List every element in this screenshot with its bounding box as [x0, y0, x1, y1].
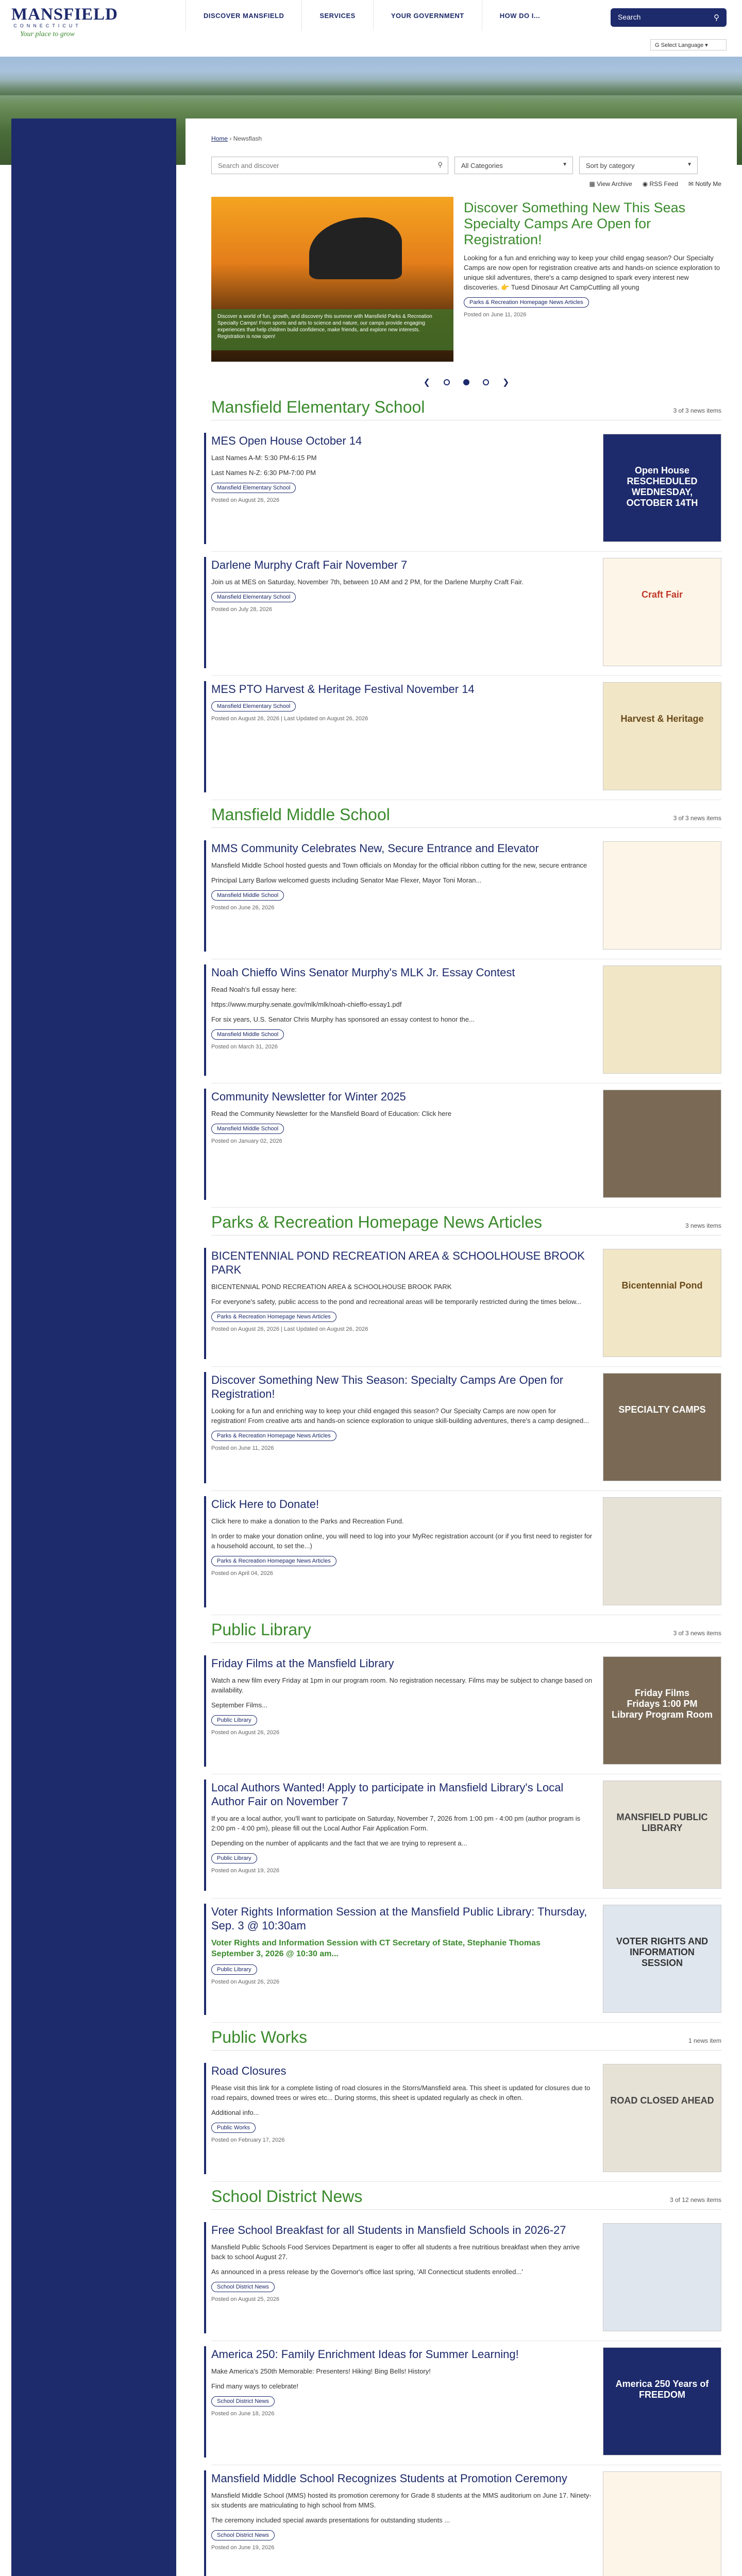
- news-item-posted: Posted on June 19, 2026: [211, 2545, 275, 2551]
- news-item-text: For everyone's safety, public access to the pond and recreational areas will be temporarily restricted during the times below...: [211, 1298, 582, 1306]
- language-select[interactable]: G Select Language ▾: [650, 39, 727, 50]
- news-item-category[interactable]: Mansfield Elementary School: [211, 701, 296, 711]
- thumbnail-label: SPECIALTY CAMPS: [618, 1404, 706, 1415]
- news-item-thumbnail[interactable]: [603, 434, 721, 542]
- news-item-thumbnail[interactable]: [603, 1781, 721, 1889]
- breadcrumb: Home › Newsflash: [211, 135, 262, 142]
- rss-icon: ◉: [642, 180, 648, 188]
- section-header: [211, 1213, 721, 1235]
- section-count: 3 of 3 news items: [673, 815, 721, 822]
- news-item-category[interactable]: Mansfield Middle School: [211, 1029, 284, 1040]
- section-header: [211, 1620, 721, 1643]
- section-title[interactable]: Mansfield Middle School: [211, 805, 390, 824]
- rss-feed-link[interactable]: ◉ RSS Feed: [642, 180, 678, 188]
- featured-news: [211, 197, 721, 362]
- news-item-title[interactable]: Local Authors Wanted! Apply to participate in Mansfield Library's Local Author Fair on November 7: [211, 1781, 564, 1808]
- news-item-posted: Posted on August 25, 2026: [211, 2296, 280, 2302]
- news-item-title[interactable]: Click Here to Donate!: [211, 1498, 319, 1511]
- news-item-text: As announced in a press release by the Governor's office last spring, 'All Connecticut students enrolled...': [211, 2268, 523, 2276]
- news-item-category[interactable]: School District News: [211, 2282, 275, 2292]
- news-item-title[interactable]: MMS Community Celebrates New, Secure Entrance and Elevator: [211, 842, 539, 855]
- news-item-text: Principal Larry Barlow welcomed guests including Senator Mae Flexer, Mayor Toni Moran...: [211, 876, 482, 884]
- news-item-title[interactable]: Free School Breakfast for all Students in Mansfield Schools in 2026-27: [211, 2224, 566, 2236]
- news-item-category[interactable]: Mansfield Middle School: [211, 890, 284, 901]
- news-item-thumbnail[interactable]: [603, 2064, 721, 2172]
- thumbnail-label: Friday Films Fridays 1:00 PM Library Program Room: [611, 1688, 713, 1720]
- news-item-posted: Posted on January 02, 2026: [211, 1138, 282, 1144]
- news-item: [211, 959, 721, 1083]
- section-count: 3 of 3 news items: [673, 407, 721, 414]
- news-item: [211, 1243, 721, 1367]
- news-item-thumbnail[interactable]: [603, 965, 721, 1074]
- category-select[interactable]: All Categories ▼: [454, 157, 573, 174]
- news-item-thumbnail[interactable]: [603, 1373, 721, 1481]
- news-item-posted: Posted on August 26, 2026: [211, 1730, 280, 1736]
- breadcrumb-home[interactable]: Home: [211, 135, 228, 142]
- news-item-text: If you are a local author, you'll want to participate on Saturday, November 7, 2026 from 1:00 pm - 4:00 pm (author program is 2:00 pm - 4:00 pm), please fill out the Local Author Fair Application Form.: [211, 1815, 581, 1832]
- news-item-posted: Posted on June 26, 2026: [211, 905, 275, 911]
- news-item-text: BICENTENNIAL POND RECREATION AREA & SCHOOLHOUSE BROOK PARK: [211, 1283, 452, 1291]
- news-item-category[interactable]: Parks & Recreation Homepage News Articles: [211, 1431, 336, 1441]
- thumbnail-label: Harvest & Heritage: [620, 714, 704, 724]
- filter-bar: [211, 157, 721, 174]
- news-item: [211, 428, 721, 552]
- news-item-posted: Posted on June 18, 2026: [211, 2411, 275, 2417]
- featured-title[interactable]: Discover Something New This Seas Specialty Camps Are Open for Registration!: [464, 200, 686, 247]
- news-item-text: In order to make your donation online, you will need to log into your MyRec registration account (or if you first need to register for a household account, to set the...): [211, 1532, 593, 1550]
- news-item-text: Make America's 250th Memorable: Presenters! Hiking! Bing Bells! History!: [211, 2367, 431, 2375]
- search-icon[interactable]: ⚲: [437, 161, 443, 168]
- news-item-title[interactable]: Noah Chieffo Wins Senator Murphy's MLK Jr. Essay Contest: [211, 966, 515, 979]
- site-search[interactable]: Search ⚲: [611, 8, 727, 27]
- news-item-text: https://www.murphy.senate.gov/mlk/mlk/noah-chieffo-essay1.pdf: [211, 1001, 402, 1008]
- news-item-thumbnail[interactable]: [603, 1090, 721, 1198]
- news-item-text: Additional info...: [211, 2109, 259, 2116]
- breadcrumb-current: Newsflash: [233, 135, 262, 142]
- carousel-dot[interactable]: [444, 379, 450, 385]
- carousel-dot-active[interactable]: [463, 379, 469, 385]
- news-item-thumbnail[interactable]: [603, 1905, 721, 2013]
- news-item-posted: Posted on August 26, 2026 | Last Updated on August 26, 2026: [211, 716, 368, 722]
- news-item-category[interactable]: School District News: [211, 2396, 275, 2406]
- dinosaur-silhouette: [309, 217, 402, 279]
- news-item-text: Looking for a fun and enriching way to keep your child engaged this season? Our Specialty Camps are now open for registration! From creative arts and hands-on science exploration to unique skill-building adventures, there's a camp designed...: [211, 1407, 589, 1425]
- chevron-down-icon: ▼: [687, 162, 692, 167]
- news-item-thumbnail[interactable]: [603, 2471, 721, 2576]
- news-item-title[interactable]: Mansfield Middle School Recognizes Students at Promotion Ceremony: [211, 2472, 567, 2485]
- news-item-category[interactable]: School District News: [211, 2530, 275, 2540]
- thumbnail-label: Open House RESCHEDULED WEDNESDAY, OCTOBER 14TH: [626, 465, 698, 508]
- carousel-dot[interactable]: [483, 379, 489, 385]
- nav-how-do-i[interactable]: HOW DO I...: [482, 0, 558, 31]
- news-item-text: Depending on the number of applicants and the fact that we are trying to represent a...: [211, 1839, 467, 1847]
- news-item: [211, 676, 721, 800]
- section-title[interactable]: School District News: [211, 2187, 363, 2206]
- section-title[interactable]: Parks & Recreation Homepage News Articles: [211, 1213, 543, 1231]
- nav-services[interactable]: SERVICES: [301, 0, 373, 31]
- news-item-text: Please visit this link for a complete listing of road closures in the Storrs/Mansfield area. This sheet is updated for closures due to road repairs, downed trees or wires etc... During storms, this sheet is updated regularly as check in often.: [211, 2084, 591, 2102]
- news-item-text: Read Noah's full essay here:: [211, 986, 297, 993]
- news-section: [211, 1213, 721, 1615]
- thumbnail-label: America 250 Years of FREEDOM: [615, 2379, 709, 2400]
- news-item-category[interactable]: Public Library: [211, 1853, 257, 1863]
- section-count: 3 of 3 news items: [673, 1630, 721, 1637]
- news-item-text: Click here to make a donation to the Parks and Recreation Fund.: [211, 1517, 404, 1525]
- news-search-input[interactable]: Search and discover ⚲: [211, 157, 448, 174]
- news-item-text: Join us at MES on Saturday, November 7th, between 10 AM and 2 PM, for the Darlene Murphy Craft Fair.: [211, 578, 524, 586]
- news-item-title[interactable]: Darlene Murphy Craft Fair November 7: [211, 558, 408, 571]
- news-item-posted: Posted on March 31, 2026: [211, 1044, 278, 1050]
- news-item-category[interactable]: Mansfield Elementary School: [211, 483, 296, 493]
- news-item-thumbnail[interactable]: [603, 682, 721, 790]
- news-item: [211, 2341, 721, 2465]
- news-item: [211, 552, 721, 676]
- carousel-prev-icon[interactable]: ❮: [423, 378, 430, 387]
- news-item: [211, 1083, 721, 1208]
- thumbnail-label: Craft Fair: [641, 589, 683, 600]
- thumbnail-label: MANSFIELD PUBLIC LIBRARY: [616, 1812, 708, 1833]
- section-title[interactable]: Public Library: [211, 1620, 311, 1639]
- news-item-category[interactable]: Parks & Recreation Homepage News Articles: [211, 1556, 336, 1566]
- news-sections: [211, 398, 721, 2576]
- site-logo[interactable]: MANSFIELD CONNECTICUT Your place to grow: [11, 5, 119, 38]
- news-section: [211, 1620, 721, 2023]
- news-item: [211, 2465, 721, 2576]
- section-header: [211, 2187, 721, 2210]
- news-item: [211, 2217, 721, 2341]
- news-item: [211, 1774, 721, 1899]
- news-item: [211, 835, 721, 959]
- archive-icon: ▦: [589, 180, 595, 188]
- news-item-title[interactable]: Voter Rights Information Session at the Mansfield Public Library: Thursday, Sep. 3 @ 10:30am: [211, 1905, 587, 1932]
- featured-desc: Looking for a fun and enriching way to keep your child engag season? Our Specialty Camps are now open for registration creative arts and hands-on science exploration to unique skil adventures, there's a camp designed to spark every interest new discoveries. 👉 Tuesd Dinosaur Art CampCuttling all young: [464, 254, 720, 291]
- news-item-category[interactable]: Public Library: [211, 1715, 257, 1725]
- section-header: [211, 398, 721, 420]
- news-item-category[interactable]: Mansfield Middle School: [211, 1124, 284, 1134]
- main-nav: [185, 0, 558, 31]
- news-item: [211, 1367, 721, 1491]
- carousel-next-icon[interactable]: ❯: [502, 378, 510, 387]
- news-item-title[interactable]: Community Newsletter for Winter 2025: [211, 1090, 406, 1103]
- news-item-text: Last Names N-Z: 6:30 PM-7:00 PM: [211, 469, 316, 477]
- news-item-category[interactable]: Public Works: [211, 2123, 256, 2133]
- section-count: 1 news item: [688, 2037, 721, 2044]
- section-count: 3 of 12 news items: [669, 2196, 721, 2204]
- chevron-down-icon: ▼: [562, 162, 567, 167]
- featured-posted: Posted on June 11, 2026: [464, 312, 527, 318]
- news-item-category[interactable]: Mansfield Elementary School: [211, 592, 296, 602]
- news-item-highlight: Voter Rights and Information Session with CT Secretary of State, Stephanie Thomas September 3, 2026 @ 10:30 am...: [211, 1939, 541, 1958]
- news-item-text: Last Names A-M: 5:30 PM-6:15 PM: [211, 454, 317, 462]
- news-item: [211, 1650, 721, 1774]
- news-item-thumbnail[interactable]: [603, 2347, 721, 2455]
- news-item-thumbnail[interactable]: [603, 1249, 721, 1357]
- section-count: 3 news items: [685, 1222, 721, 1229]
- news-item-thumbnail[interactable]: [603, 2223, 721, 2331]
- news-item: [211, 1899, 721, 2023]
- notify-me-link[interactable]: ✉ Notify Me: [688, 180, 721, 188]
- news-item-text: September Films...: [211, 1701, 268, 1709]
- news-section: [211, 805, 721, 1208]
- news-actions: [211, 180, 721, 188]
- carousel-controls: [211, 377, 721, 387]
- news-item-title[interactable]: BICENTENNIAL POND RECREATION AREA & SCHOOLHOUSE BROOK PARK: [211, 1249, 585, 1276]
- news-item-posted: Posted on August 26, 2026 | Last Updated on August 26, 2026: [211, 1326, 368, 1332]
- section-title[interactable]: Public Works: [211, 2028, 308, 2046]
- left-sidebar: [11, 118, 176, 2576]
- news-item-posted: Posted on April 04, 2026: [211, 1570, 273, 1577]
- news-item-text: Mansfield Public Schools Food Services Department is eager to offer all students a free nutritious breakfast when they arrive back to school August 27.: [211, 2243, 580, 2261]
- news-item-title[interactable]: Friday Films at the Mansfield Library: [211, 1657, 394, 1670]
- news-item-posted: Posted on July 28, 2026: [211, 606, 273, 613]
- news-item-title[interactable]: Discover Something New This Season: Specialty Camps Are Open for Registration!: [211, 1374, 564, 1400]
- news-item-title[interactable]: MES PTO Harvest & Heritage Festival November 14: [211, 683, 475, 696]
- bell-icon: ✉: [688, 180, 694, 188]
- thumbnail-label: ROAD CLOSED AHEAD: [610, 2095, 714, 2106]
- news-item-text: The ceremony included special awards presentations for outstanding students ...: [211, 2516, 450, 2524]
- news-item-text: Mansfield Middle School (MMS) hosted its promotion ceremony for Grade 8 students at the MMS auditorium on June 17. Ninety-six students are matriculating to high school from MMS.: [211, 2492, 592, 2509]
- news-item-title[interactable]: Road Closures: [211, 2064, 286, 2077]
- news-item: [211, 2058, 721, 2182]
- section-header: [211, 805, 721, 828]
- featured-category[interactable]: Parks & Recreation Homepage News Articles: [464, 297, 589, 308]
- featured-image[interactable]: Discover a world of fun, growth, and discovery this summer with Mansfield Parks & Recreation Specialty Camps! From sports and arts to science and nature, our camps provide engaging experiences that help children build confidence, make friends, and explore new interests. Registration is now open!: [211, 197, 453, 362]
- thumbnail-label: VOTER RIGHTS AND INFORMATION SESSION: [616, 1936, 709, 1968]
- news-item-text: Find many ways to celebrate!: [211, 2382, 299, 2390]
- news-item-posted: Posted on February 17, 2026: [211, 2137, 285, 2143]
- news-item-posted: Posted on August 26, 2026: [211, 497, 280, 503]
- section-title[interactable]: Mansfield Elementary School: [211, 398, 425, 416]
- sort-select[interactable]: Sort by category ▼: [579, 157, 698, 174]
- news-item-category[interactable]: Parks & Recreation Homepage News Articles: [211, 1312, 336, 1322]
- news-section: [211, 2028, 721, 2182]
- news-item-thumbnail[interactable]: [603, 841, 721, 950]
- main-content: [185, 118, 737, 2576]
- nav-discover[interactable]: DISCOVER MANSFIELD: [185, 0, 301, 31]
- view-archive-link[interactable]: ▦ View Archive: [589, 180, 632, 188]
- news-item-text: Read the Community Newsletter for the Mansfield Board of Education: Click here: [211, 1110, 452, 1117]
- news-item-thumbnail[interactable]: [603, 1497, 721, 1605]
- news-item-thumbnail[interactable]: [603, 558, 721, 666]
- news-item-posted: Posted on August 26, 2026: [211, 1979, 280, 1985]
- header: [0, 0, 742, 57]
- section-header: [211, 2028, 721, 2050]
- thumbnail-label: Bicentennial Pond: [621, 1280, 703, 1291]
- news-item-posted: Posted on June 11, 2026: [211, 1445, 274, 1451]
- news-item-title[interactable]: America 250: Family Enrichment Ideas for Summer Learning!: [211, 2348, 519, 2361]
- news-item-title[interactable]: MES Open House October 14: [211, 434, 362, 447]
- news-item-text: Mansfield Middle School hosted guests and Town officials on Monday for the official ribbon cutting for the new, secure entrance: [211, 861, 587, 869]
- news-item-category[interactable]: Public Library: [211, 1964, 257, 1975]
- news-item-text: For six years, U.S. Senator Chris Murphy has sponsored an essay contest to honor the...: [211, 1015, 475, 1023]
- nav-government[interactable]: YOUR GOVERNMENT: [373, 0, 482, 31]
- news-section: [211, 398, 721, 800]
- news-section: [211, 2187, 721, 2576]
- news-item-posted: Posted on August 19, 2026: [211, 1868, 280, 1874]
- news-item: [211, 1491, 721, 1615]
- search-icon[interactable]: ⚲: [714, 13, 719, 22]
- news-item-text: Watch a new film every Friday at 1pm in our program room. No registration necessary. Films may be subject to change based on availability.: [211, 1676, 593, 1694]
- news-item-thumbnail[interactable]: [603, 1656, 721, 1765]
